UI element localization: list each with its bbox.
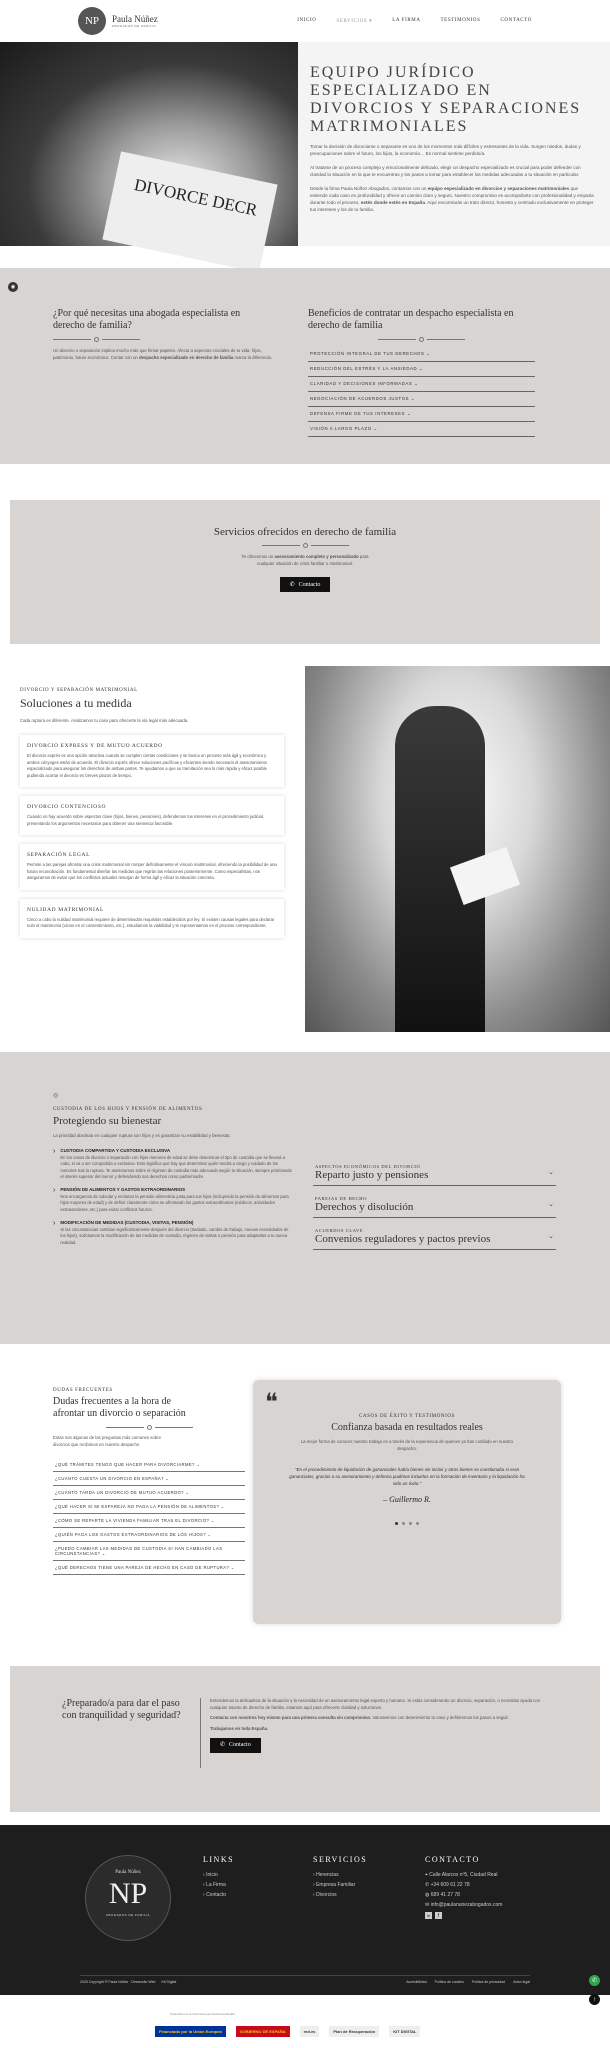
faq-item[interactable]: ¿QUÉ HACER SI MI EXPAREJA NO PAGA LA PENSIÓN DE ALIMENTOS? ⌄	[53, 1500, 245, 1514]
chevron-down-icon: ⌄	[412, 381, 419, 386]
hero-image	[0, 42, 298, 246]
solution-card	[20, 735, 284, 787]
faq-eyebrow: DUDAS FRECUENTES	[53, 1388, 113, 1393]
carousel-dots	[273, 1522, 541, 1525]
footer-services-title: SERVICIOS	[313, 1855, 368, 1864]
footer-contact-title: CONTACTO	[425, 1855, 480, 1864]
footer-links-title: LINKS	[203, 1855, 235, 1864]
solution-card-text: Cinco a cabo la nulidad matrimonial requiere de determinados requisitos establecidos por ley. Si existen causas legales para declarar nulo el matrimonio (vicios en el consentimiento, etc.), estudiamos la viabilidad y te representamos en el proceso correspondiente.	[27, 916, 275, 928]
faq-section	[0, 1366, 610, 1646]
economic-accordion-item[interactable]: PAREJAS DE HECHO Derechos y disolución ⌄	[313, 1192, 556, 1218]
ornament-divider	[53, 337, 273, 342]
chevron-down-icon: ⌄	[371, 426, 378, 431]
chevron-down-icon: ⌄	[417, 366, 424, 371]
logo-icon[interactable]: NP	[78, 7, 106, 35]
whatsapp-float-icon[interactable]: ✆	[589, 1975, 600, 1986]
chevron-down-icon: ⌄	[209, 1518, 215, 1523]
services-contact-button[interactable]: ✆ Contacto	[280, 577, 331, 592]
funding-logos	[0, 2010, 610, 2048]
services-text: Te ofrecemos un asesoramiento completo y personalizado para cualquier situación de crisis familiar o matrimonial.	[241, 554, 369, 566]
benefits-accordion	[308, 347, 535, 437]
chevron-right-icon: ›	[313, 1892, 317, 1898]
cta-contact-button[interactable]: ✆ Contacto	[210, 1738, 261, 1753]
chevron-right-icon: ›	[203, 1892, 207, 1898]
chevron-right-icon: ›	[203, 1872, 207, 1878]
solutions-intro: Cada ruptura es diferente. Analizamos tu caso para ofrecerte la vía legal más adecuada.	[20, 718, 189, 723]
legal-link[interactable]: Política de cookies	[434, 1980, 464, 1984]
faq-item[interactable]: ¿QUÉ TRÁMITES TENGO QUE HACER PARA DIVORCIARME? ⌄	[53, 1458, 245, 1472]
services-title: Servicios ofrecidos en derecho de familia	[213, 526, 397, 538]
why-text: Un divorcio o separación implica mucho más que firmar papeles. Afecta a aspectos cruciales de tu vida: hijos, patrimonio, futuro económico. Contar con un despacho especializado en derecho de familia marca la diferencia.	[53, 348, 273, 360]
hero-paragraph-3: Desde la firma Paula Núñez Abogados, contamos con un equipo especializado en divorcios y separaciones matrimoniales que entiende cada caso en profundidad y ofrece un camino claro y seguro. Nuestro compromiso es acompañarte con profesionalidad y empatía durante todo el proceso, estés donde estés en España. Aquí encontrarás un trato directo, honesto y centrado exclusivamente en proteger tus intereses y los de tu familia.	[310, 186, 594, 212]
legal-link[interactable]: Política de privacidad	[471, 1980, 506, 1984]
hero-title: EQUIPO JURÍDICO ESPECIALIZADO EN DIVORCIOS Y SEPARACIONES MATRIMONIALES	[310, 64, 582, 135]
funding-logo: KIT DIGITAL	[389, 2026, 420, 2037]
custody-intro: La prioridad absoluta en cualquier ruptura son hijos y es garantizar su estabilidad y bienestar.	[53, 1133, 231, 1138]
phone-icon: ✆	[425, 1882, 431, 1888]
testimonial-quote: "En el procedimiento de liquidación de gananciales había bienes sin incluir y otros bienes se cuestionaba si eran gananciales, gracias a su asesoramiento y defensa pudimos incluirlos en la formación de inventario y la liquidación ha sido un éxito."	[289, 1467, 525, 1486]
carousel-dot[interactable]	[409, 1522, 412, 1525]
why-title: ¿Por qué necesitas una abogada especialista en derecho de familia?	[53, 308, 241, 331]
testimonial-intro: La mejor forma de conocer nuestro trabajo es a través de la experiencia de quienes ya han confiado en nuestro despacho.	[300, 1439, 514, 1451]
top-navigation	[0, 0, 610, 42]
footer-bottom-bar	[80, 1975, 530, 1984]
funding-logo: GOBIERNO DE ESPAÑA	[236, 2026, 290, 2037]
faq-item[interactable]: ¿PUEDO CAMBIAR LAS MEDIDAS DE CUSTODIA SI HAN CAMBIADO LAS CIRCUNSTANCIAS? ⌄	[53, 1542, 245, 1561]
funding-text: Financiado por la Unión Europea NextGenerationEU	[170, 2012, 236, 2016]
solution-card-title: DIVORCIO EXPRESS Y DE MUTUO ACUERDO	[27, 743, 163, 749]
cta-title: ¿Preparado/a para dar el paso con tranquilidad y seguridad?	[62, 1698, 181, 1721]
benefit-item[interactable]: CLARIDAD Y DECISIONES INFORMADAS ⌄	[308, 377, 535, 392]
chevron-right-icon: ›	[53, 1148, 56, 1155]
chevron-down-icon: ⌄	[219, 1504, 225, 1509]
solution-card-text: Permite a las parejas afrontar una crisis matrimonial sin romper definitivamente el vínculo matrimonial, ofreciendo la posibilidad de una futura reconciliación. Es fundamental diseñar las medidas que regirán las relaciones posteriormente. Como especialistas, nos aseguramos de evitar que los conflictos actuales resurjan de forma ágil y eficaz la situación concreta.	[27, 862, 277, 880]
economic-accordion-item[interactable]: ASPECTOS ECONÓMICOS DEL DIVORCIO Reparto justo y pensiones ⌄	[313, 1160, 556, 1186]
solution-card	[20, 844, 284, 890]
whatsapp-icon: ✆	[220, 1742, 226, 1748]
chevron-down-icon: ⌄	[424, 351, 431, 356]
chevron-down-icon: ⌄	[229, 1565, 235, 1570]
solution-card	[20, 899, 284, 938]
economic-accordion-item[interactable]: ACUERDOS CLAVE Convenios reguladores y pactos previos ⌄	[313, 1224, 556, 1250]
benefit-item[interactable]: DEFENSA FIRME DE TUS INTERESES ⌄	[308, 407, 535, 422]
chevron-right-icon: ›	[203, 1882, 207, 1888]
chevron-down-icon: ⌄	[183, 1490, 190, 1495]
funding-logo: red.es	[300, 2026, 320, 2037]
footer-phone-1[interactable]: ✆ +34 609 61 22 78	[425, 1882, 470, 1888]
funding-logo: Financiado por la Unión Europea	[155, 2026, 226, 2037]
custody-item-text: Si las circunstancias cambian significativamente después del divorcio (traslado, cambio de trabajo, nuevas necesidades de los hijos), solicitamos la modificación de las medidas de custodia, régimen de visitas o pensión para adaptarlas a tu nueva realidad.	[60, 1227, 289, 1245]
footer-links-item[interactable]: › Inicio	[203, 1872, 218, 1878]
testimonial-card	[253, 1380, 561, 1624]
faq-item[interactable]: ¿CUÁNTO TARDA UN DIVORCIO DE MUTUO ACUERDO? ⌄	[53, 1486, 245, 1500]
carousel-dot[interactable]	[416, 1522, 419, 1525]
social-links	[425, 1912, 502, 1919]
carousel-dot[interactable]	[402, 1522, 405, 1525]
footer-email[interactable]: ✉ info@paulanunezabogados.com	[425, 1902, 503, 1908]
faq-item[interactable]: ¿CÓMO SE REPARTE LA VIVIENDA FAMILIAR TRAS EL DIVORCIO? ⌄	[53, 1514, 245, 1528]
cta-paragraph-1: Entendemos la delicadeza de la situación y la necesidad de un asesoramiento legal experto y humano. Si estás considerando un divorcio, separación, o necesitas ayuda con cualquier asunto de derecho de familia, estamos aquí para ofrecerte claridad y soluciones.	[210, 1698, 541, 1710]
custody-item-title: CUSTODIA COMPARTIDA Y CUSTODIA EXCLUSIVA	[60, 1148, 171, 1153]
chevron-down-icon: ⌄	[548, 1169, 554, 1176]
custody-item-text: En los casos de divorcio o separación con hijos menores de edad se debe determinar el tipo de custodia que se llevará a cabo, si va a ser compartida o exclusiva. Esto significa que hay que determinar quién tendrá a cargo y cuidado de los menores tras la ruptura. Te asesoramos sobre el régimen de custodia más adecuado según tu situación, siempre priorizando el interés superior del menor y defendiendo sus derechos como padre/madre.	[60, 1155, 292, 1179]
testimonial-eyebrow: CASOS DE ÉXITO Y TESTIMONIOS	[359, 1414, 455, 1419]
chevron-right-icon: ›	[313, 1882, 317, 1888]
chevron-down-icon: ⌄	[205, 1532, 212, 1537]
solutions-eyebrow: DIVORCIO Y SEPARACIÓN MATRIMONIAL	[20, 688, 138, 693]
custody-item-title: PENSIÓN DE ALIMENTOS Y GASTOS EXTRAORDINARIOS	[60, 1187, 186, 1193]
why-section	[0, 268, 610, 464]
footer-links-item[interactable]: › La Firma	[203, 1882, 226, 1888]
footer-logo[interactable]: Paula Núñez NP ABOGADOS DE FAMILIA	[85, 1855, 171, 1941]
hero-paragraph-1: Tomar la decisión de divorciarse o separarse es uno de los momentos más difíciles y estresantes de la vida. Surgen miedos, dudas y preocupaciones sobre el futuro, los hijos, la economía… Es normal sentirse perdido/a.	[310, 144, 581, 156]
faq-intro: Estas son algunas de las preguntas más comunes sobre divorcios que recibimos en nuestro despacho	[53, 1435, 161, 1447]
copyright: 2025 Copyright ® Paula Núñez · Desarrollo Web	[80, 1980, 156, 1984]
custody-section	[0, 1052, 610, 1344]
benefit-item[interactable]: VISIÓN A LARGO PLAZO ⌄	[308, 422, 535, 437]
menu-servicios[interactable]: SERVICIOS ▾	[336, 19, 373, 24]
kit-digital-link[interactable]: Kit Digital	[161, 1980, 177, 1984]
testimonial-author: – Guillermo R.	[383, 1495, 431, 1504]
footer-address[interactable]: ⌖ Calle Alarcos nº5, Ciudad Real	[425, 1872, 498, 1878]
custody-item-title: MODIFICACIÓN DE MEDIDAS (CUSTODIA, VISITAS, PENSIÓN)	[60, 1220, 194, 1226]
cta-paragraph-3: Trabajamos en toda España.	[210, 1725, 269, 1731]
ornament-divider	[53, 1425, 245, 1430]
footer-services-item[interactable]: › Divorcios	[313, 1892, 337, 1898]
chevron-down-icon: ⌄	[409, 396, 416, 401]
solution-card-title: DIVORCIO CONTENCIOSO	[27, 804, 107, 810]
scroll-top-icon[interactable]: ↑	[589, 1994, 600, 2005]
chevron-down-icon: ⌄	[548, 1233, 554, 1240]
chevron-down-icon: ⌄	[194, 1462, 201, 1467]
solution-card-text: El divorcio exprés es una opción atractiva cuando se cumplen ciertas condiciones y se busca un proceso más ágil y económico y ambos cónyuges están de acuerdo. El divorcio exprés ofrece soluciones pacíficas y eficientes siendo necesario el asesoramiento especializado para asegurar los derechos de ambas partes. Te ayudamos a que su tramitación sea lo más rápida y eficaz posible pudiendo acortar el divorcio en breves plazos de tiempo.	[27, 753, 267, 778]
menu-contacto[interactable]: CONTACTO	[500, 18, 532, 23]
economic-accordion	[313, 1160, 556, 1256]
hero-section	[0, 42, 610, 246]
faq-item[interactable]: ¿QUIÉN PAGA LOS GASTOS EXTRAORDINARIOS DE LOS HIJOS? ⌄	[53, 1528, 245, 1542]
chevron-right-icon: ›	[53, 1220, 56, 1228]
cta-section	[10, 1666, 600, 1812]
footer-phone-2[interactable]: ◍ 689 41 27 78	[425, 1892, 460, 1898]
faq-title: Dudas frecuentes a la hora de afrontar un divorcio o separación	[53, 1396, 186, 1419]
location-icon: ⌖	[425, 1872, 430, 1878]
solution-card-title: NULIDAD MATRIMONIAL	[27, 906, 104, 913]
legal-link[interactable]: Accesibilidad	[406, 1980, 427, 1984]
benefit-item[interactable]: REDUCCIÓN DEL ESTRÉS Y LA ANSIEDAD ⌄	[308, 362, 535, 377]
cta-paragraph-2: Contacta con nosotros hoy mismo para una primera consulta sin compromiso. Valoraremos con detenimiento tu caso y definiremos los pasos a seguir.	[210, 1715, 509, 1720]
hero-paragraph-2: Al tratarse de un proceso complejo y emocionalmente delicado, elegir un despacho especializado es crucial para poder defender con claridad la situación en la que te encuentras y los pasos a tomar para establecer las medidas adecuadas a tu situación en particular.	[310, 165, 581, 177]
footer-services-item[interactable]: › Empresa Familiar	[313, 1882, 356, 1888]
benefit-item[interactable]: NEGOCIACIÓN DE ACUERDOS JUSTOS ⌄	[308, 392, 535, 407]
quote-icon: ❝	[265, 1390, 278, 1416]
chevron-down-icon: ⌄	[100, 1551, 106, 1556]
carousel-dot[interactable]	[395, 1522, 398, 1525]
services-section	[10, 500, 600, 644]
custody-item	[53, 1220, 293, 1246]
custody-eyebrow: CUSTODIA DE LOS HIJOS Y PENSIÓN DE ALIMENTOS	[53, 1107, 203, 1112]
chevron-right-icon: ›	[313, 1872, 317, 1878]
lawyer-photo	[305, 666, 610, 1032]
solutions-title: Soluciones a tu medida	[20, 696, 132, 710]
footer-services-item[interactable]: › Herencias	[313, 1872, 339, 1878]
brand-name: Paula Núñez	[112, 14, 158, 24]
ornament-divider	[10, 543, 600, 548]
faq-item[interactable]: ¿CUÁNTO CUESTA UN DIVORCIO EN ESPAÑA? ⌄	[53, 1472, 245, 1486]
custody-ornament-icon: ◎	[53, 1093, 59, 1099]
solution-card-title: SEPARACIÓN LEGAL	[27, 852, 91, 858]
custody-title: Protegiendo su bienestar	[53, 1115, 162, 1127]
faq-item[interactable]: ¿QUÉ DERECHOS TIENE UNA PAREJA DE HECHO EN CASO DE RUPTURA? ⌄	[53, 1561, 245, 1575]
custody-item-text: Nos encargamos de calcular y reclamar la pensión alimenticia justa para tus hijos (incluyendo la pensión de alimentos para hijos mayores de edad) y de definir claramente cómo se afrontarán los gastos extraordinarios (médicos, actividades extraescolares, etc.) para evitar conflictos futuros.	[60, 1194, 289, 1212]
footer	[0, 1825, 610, 1995]
chevron-right-icon: ›	[53, 1187, 56, 1195]
brand[interactable]	[112, 14, 158, 28]
benefit-item[interactable]: PROTECCIÓN INTEGRAL DE TUS DERECHOS ⌄	[308, 347, 535, 362]
whatsapp-icon: ✆	[289, 582, 295, 588]
funding-logo: Plan de Recuperación	[329, 2026, 379, 2037]
whatsapp-icon: ◍	[425, 1892, 431, 1898]
facebook-icon[interactable]: f	[435, 1912, 442, 1919]
brand-subtitle: ABOGADOS DE FAMILIA	[112, 24, 157, 28]
divorce-document-image: DIVORCE DECR	[102, 151, 277, 272]
cta-divider	[200, 1698, 201, 1768]
solutions-section	[0, 666, 610, 1032]
footer-links-item[interactable]: › Contacto	[203, 1892, 227, 1898]
solution-card-text: Cuando no hay acuerdo sobre aspectos clave (hijos, bienes, pensiones), defendemos tus intereses en el procedimiento judicial, presentando los argumentos necesarios para obtener una sentencia favorable.	[27, 814, 264, 826]
chevron-down-icon: ⌄	[405, 411, 412, 416]
monogram-icon: NP	[108, 1877, 148, 1910]
menu-testimonios[interactable]: TESTIMONIOS	[440, 18, 481, 23]
chevron-down-icon: ⌄	[163, 1476, 170, 1481]
solution-card	[20, 796, 284, 835]
linkedin-icon[interactable]: in	[426, 1913, 431, 1918]
testimonial-title: Confianza basada en resultados reales	[331, 1422, 483, 1433]
menu-la-firma[interactable]: LA FIRMA	[392, 18, 421, 23]
accessibility-icon[interactable]: ◉	[8, 282, 18, 292]
custody-item	[53, 1148, 293, 1180]
email-icon: ✉	[425, 1902, 431, 1908]
benefits-title: Beneficios de contratar un despacho especialista en derecho de familia	[308, 308, 514, 331]
menu-inicio[interactable]: INICIO	[297, 18, 317, 23]
legal-link[interactable]: Aviso legal	[513, 1980, 530, 1984]
ornament-divider	[308, 337, 535, 342]
custody-item	[53, 1187, 293, 1213]
main-menu	[297, 18, 532, 24]
chevron-down-icon: ⌄	[548, 1201, 554, 1208]
